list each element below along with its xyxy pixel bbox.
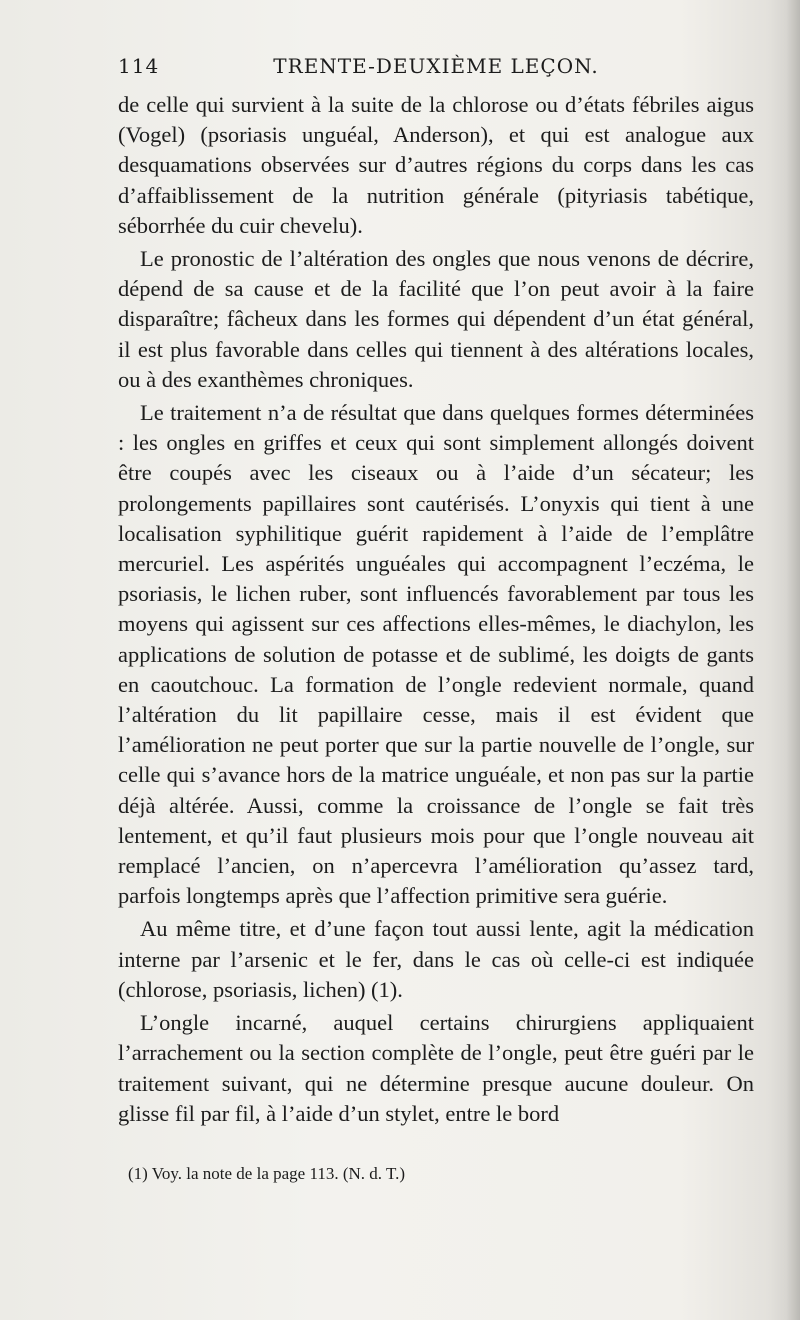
- paragraph-1: de celle qui survient à la suite de la chlorose ou d’états fébriles aigus (Vogel) (psoriasis unguéal, Anderson), et qui est analogue aux desquamations observées sur d’autres régions du corps dans les cas d’affaiblissement de la nutrition générale (pityriasis tabétique, séborrhée du cuir chevelu).: [118, 92, 754, 238]
- paragraph-4: Au même titre, et d’une façon tout aussi lente, agit la médication interne par l’arsenic et le fer, dans le cas où celle-ci est indiquée (chlorose, psoriasis, lichen) (1).: [118, 916, 754, 1002]
- body-text: [118, 90, 754, 1132]
- page-edge-shadow: [786, 0, 800, 1320]
- footnote: [118, 1163, 754, 1185]
- page-number: 114: [118, 54, 160, 78]
- paragraph-5: L’ongle incarné, auquel certains chirurgiens appliquaient l’arrachement ou la section complète de l’ongle, peut être guéri par le traitement suivant, qui ne détermine presque aucune douleur. On glisse fil par fil, à l’aide d’un stylet, entre le bord: [118, 1010, 754, 1126]
- running-header: [118, 54, 754, 82]
- paragraph-3: Le traitement n’a de résultat que dans quelques formes déterminées : les ongles en griffes et ceux qui sont simplement allongés doivent être coupés avec les ciseaux ou à l’aide d’un sécateur; les prolongements papillaires sont cautérisés. L’onyxis qui tient à une localisation syphilitique guérit rapidement à l’aide de l’emplâtre mercuriel. Les aspérités unguéales qui accompagnent l’eczéma, le psoriasis, le lichen ruber, sont influencés favorablement par tous les moyens qui agissent sur ces affections elles-mêmes, le diachylon, les applications de solution de potasse et de sublimé, les doigts de gants en caoutchouc. La formation de l’ongle redevient normale, quand l’altération du lit papillaire cesse, mais il est évident que l’amélioration ne peut porter que sur la partie nouvelle de l’ongle, sur celle qui s’avance hors de la matrice unguéale, et non pas sur la partie déjà altérée. Aussi, comme la croissance de l’ongle se fait très lentement, et qu’il faut plusieurs mois pour que l’ongle nouveau ait remplacé l’ancien, on n’apercevra l’amélioration qu’assez tard, parfois longtemps après que l’affection primitive sera guérie.: [118, 400, 754, 909]
- footnote-mark: (1): [128, 1164, 148, 1183]
- footnote-text: Voy. la note de la page 113. (N. d. T.): [151, 1164, 405, 1183]
- paragraph-2: Le pronostic de l’altération des ongles que nous venons de décrire, dépend de sa cause et de la facilité que l’on peut avoir à la faire disparaître; fâcheux dans les formes qui dépendent d’un état général, il est plus favorable dans celles qui tiennent à des altérations locales, ou à des exanthèmes chroniques.: [118, 246, 754, 392]
- running-title: TRENTE-DEUXIÈME LEÇON.: [273, 54, 599, 78]
